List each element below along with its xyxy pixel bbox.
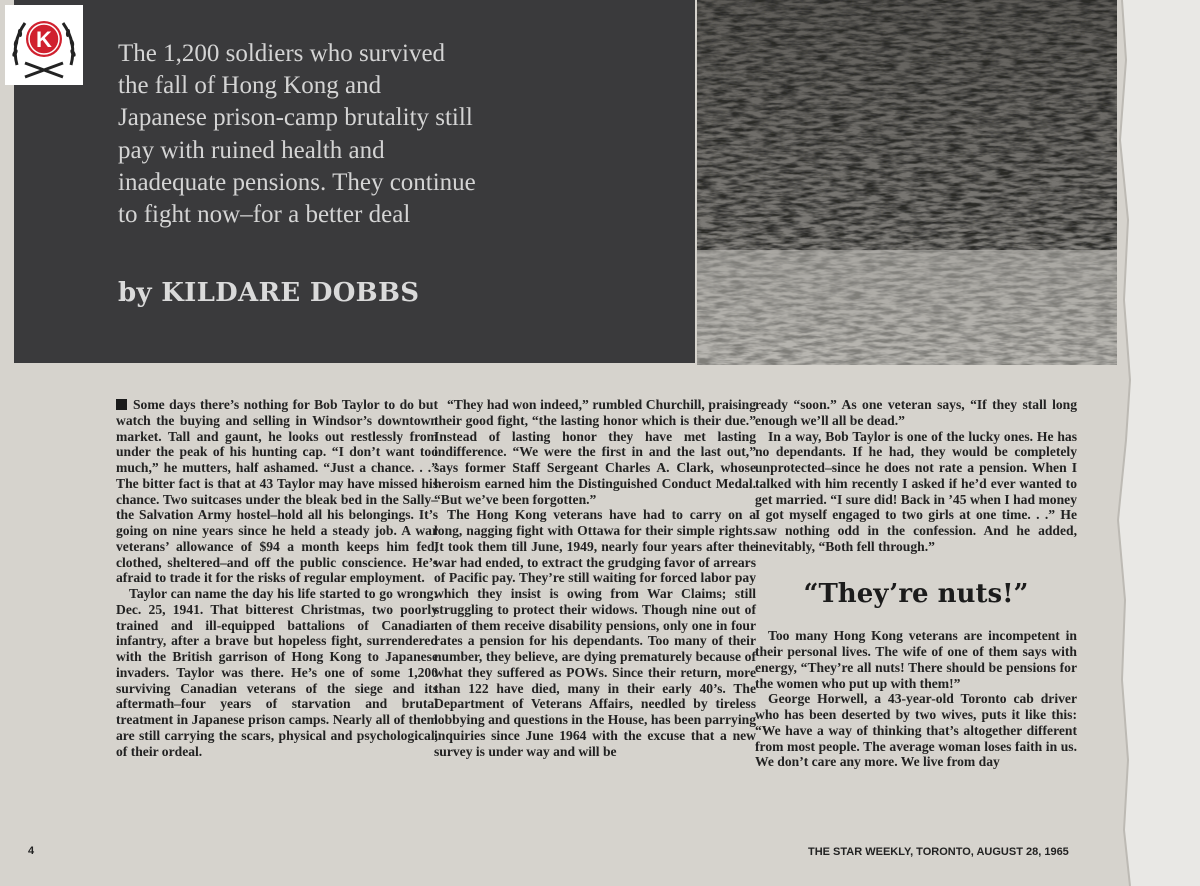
article-column-2 (434, 397, 756, 759)
deck-line: to fight now–for a better deal (118, 201, 411, 229)
article-paragraph: In a way, Bob Taylor is one of the lucky ones. He has no dependants. If he had, they would be completely unprotected–since he does not rate a pension. When I talked with him recently I asked if he’d ever wanted to get married. “I sure did! Back in ’45 when I had money I got myself engaged to two girls at one time. . .” He saw nothing odd in the confession. And he added, inevitably, “Both fell through.” (755, 428, 1077, 554)
article-paragraph: Too many Hong Kong veterans are incompetent in their personal lives. The wife of one of them says with energy, “They’re all nuts! There should be pensions for the women who put up with them!” (755, 628, 1077, 691)
page-number: 4 (28, 845, 35, 857)
article-paragraph: The Hong Kong veterans have had to carry on a long, nagging fight with Ottawa for their simple rights. It took them till June, 1949, nearly four years after the war had ended, to extract the grudging favor of arrears of Pacific pay. They’re still waiting for forced labor pay which they insist is owing from War Claims; still struggling to protect their widows. Though nine out of ten of them receive disability pensions, only one in four rates a pension for his dependants. Too many of their number, they believe, are dying prematurely because of what they suffered as POWs. Since their return, more than 122 have died, many in their early 40’s. The Department of Veterans Affairs, needled by tireless lobbying and questions in the House, has been parrying inquiries since June 1964 with the excuse that a new survey is under way and will be (434, 507, 756, 759)
deck-line: pay with ruined health and (118, 136, 385, 164)
site-logo (5, 5, 83, 85)
article-paragraph: Taylor can name the day his life started to go wrong: Dec. 25, 1941. That bitterest Christmas, two poorly trained and ill-equipped battalions of Canadian infantry, after a brave but hopeless fight, surrendered with the British garrison of Hong Kong to Japanese invaders. Taylor was there. He’s one of some 1,200 surviving Canadian veterans of the siege and its aftermath–four years of starvation and brutal treatment in Japanese prison camps. Nearly all of them are still carrying the scars, physical and psychological, of their ordeal. (116, 586, 438, 759)
publication-credit: THE STAR WEEKLY, TORONTO, AUGUST 28, 1965 (808, 846, 1069, 858)
article-paragraph: ready “soon.” As one veteran says, “If they stall long enough we’ll all be dead.” (755, 397, 1077, 428)
deck-line: inadequate pensions. They continue (118, 168, 476, 196)
article-column-1 (116, 397, 438, 759)
square-bullet-icon (116, 399, 127, 410)
article-paragraph (116, 397, 438, 586)
paragraph-text: Some days there’s nothing for Bob Taylor to do but watch the buying and selling in Windsor’s downtown market. Tall and gaunt, he looks out restlessly from under the peak of his hunting cap. “I don’t want too much,” he mutters, half ashamed. “Just a chance. . .” The bitter fact is that at 43 Taylor may have missed his chance. Two suitcases under the bleak bed in the Sally–the Salvation Army hostel–hold all his belongings. It’s going on nine years since he held a steady job. A war veterans’ allowance of $94 a month keeps him fed, clothed, sheltered–and off the public conscience. He’s afraid to trade it for the risks of regular employment. (116, 397, 438, 586)
article-paragraph: George Horwell, a 43-year-old Toronto cab driver who has been deserted by two wives, puts it like this: “We have a way of thinking that’s altogether different from most people. The average woman loses faith in us. We don’t care any more. We live from day (755, 691, 1077, 770)
headline-deck (118, 38, 678, 231)
article-column-3 (755, 397, 1077, 770)
deck-line: the fall of Hong Kong and (118, 72, 382, 100)
section-subhead: “They’re nuts!” (803, 578, 1029, 609)
deck-line: The 1,200 soldiers who survived (118, 40, 446, 67)
deck-line: Japanese prison-camp brutality still (118, 104, 473, 132)
article-paragraph: “They had won indeed,” rumbled Churchill, praising their good fight, “the lasting honor which is their due.” Instead of lasting honor they have met lasting indifference. “We were the first in and the last out,” says former Staff Sergeant Charles A. Clark, whose heroism earned him the Distinguished Conduct Medal. “But we’ve been forgotten.” (434, 397, 756, 507)
wreath-logo-icon (5, 5, 83, 85)
logo-letter: K (36, 27, 52, 52)
grass-photo (697, 0, 1117, 365)
byline: by KILDARE DOBBS (118, 278, 420, 308)
